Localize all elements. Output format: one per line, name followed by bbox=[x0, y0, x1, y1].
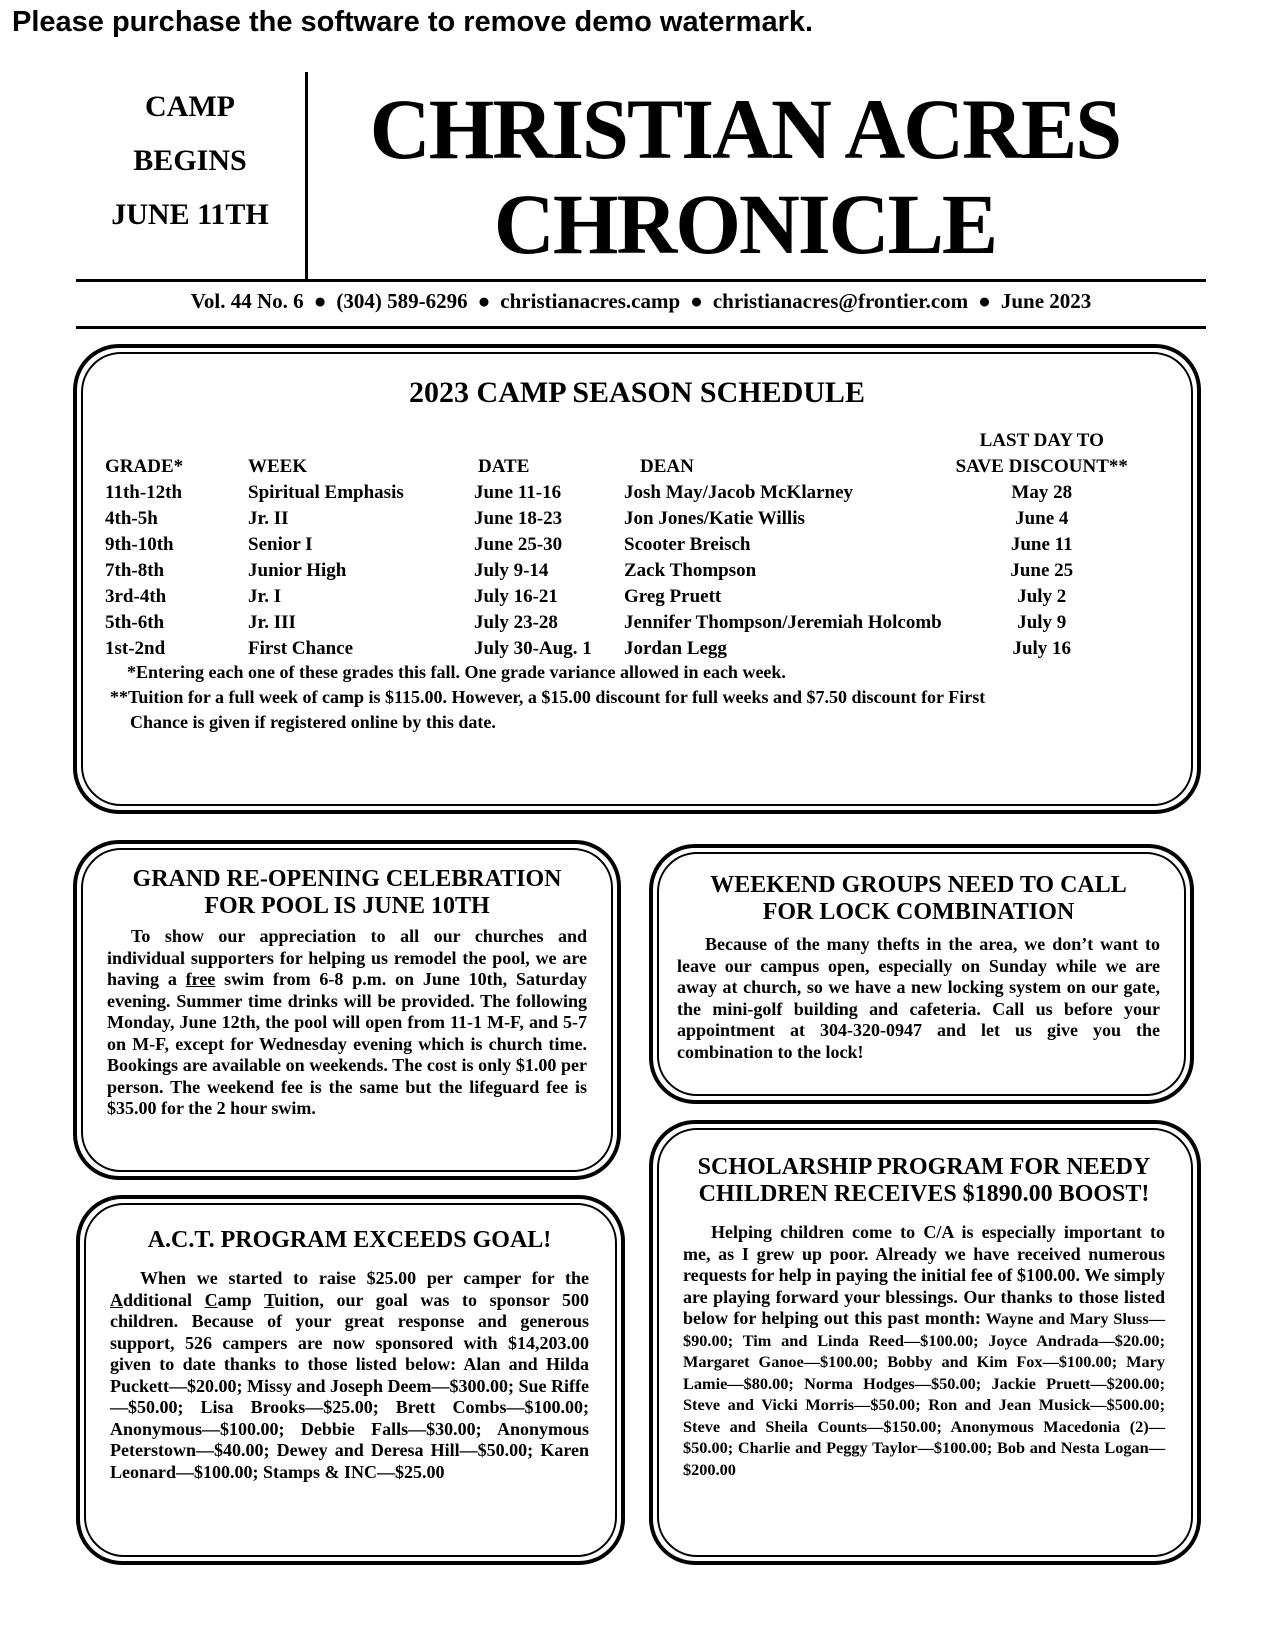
table-row bbox=[105, 478, 1142, 504]
row-grade: 5th-6th bbox=[105, 612, 165, 633]
tuition-footnote-cont: Chance is given if registered online by this date. bbox=[130, 712, 496, 732]
scholarship-donors: Wayne and Mary Sluss—$90.00; Tim and Linda Reed—$100.00; Joyce Andrada—$20.00; Margaret Ganoe—$100.00; Bobby and Kim Fox—$100.00; Mary Lamie—$80.00; Norma Hodges—$50.00; Jackie Pruett—$200.00; Steve and Vicki Morris—$50.00; Ron and Jean Musick—$500.00; Steve and Sheila Counts—$150.00; Anonymous Macedonia (2)—$50.00; Charlie and Peggy Taylor—$100.00; Bob and Nesta Logan—$200.00 bbox=[683, 1309, 1165, 1479]
row-grade: 3rd-4th bbox=[105, 586, 167, 607]
row-dean: Jennifer Thompson/Jeremiah Holcomb bbox=[624, 612, 942, 633]
weekend-headline-2: FOR LOCK COMBINATION bbox=[762, 899, 1075, 925]
row-week: Jr. II bbox=[248, 508, 289, 529]
header-last-day-top: LAST DAY TO bbox=[979, 430, 1104, 451]
row-week: Spiritual Emphasis bbox=[248, 482, 404, 503]
scholarship-body bbox=[683, 1222, 1165, 1480]
volume-number: Vol. 44 No. 6 bbox=[190, 289, 304, 313]
pool-text-b: swim from 6-8 p.m. on June 10th, Saturday evening. Summer time drinks will be provided. The following Monday, June 12th, the pool will open from 11-1 M-F, and 5-7 on M-F, except for Wednesday evening which is church time. Bookings are available on weekends. The cost is only $1.00 per person. The weekend fee is the same but the lifeguard fee is $35.00 for the 2 hour swim. bbox=[107, 969, 587, 1118]
banner-divider bbox=[305, 72, 308, 280]
pool-article-box bbox=[73, 840, 621, 1180]
banner-line-2: BEGINS bbox=[133, 144, 247, 177]
schedule-title: 2023 CAMP SEASON SCHEDULE bbox=[409, 376, 865, 409]
row-grade: 9th-10th bbox=[105, 534, 174, 555]
row-date: July 9-14 bbox=[474, 560, 549, 581]
table-row bbox=[105, 556, 1142, 582]
row-last-day: July 2 bbox=[1017, 586, 1067, 607]
act-letter-a: A bbox=[110, 1289, 123, 1310]
row-grade: 4th-5h bbox=[105, 508, 158, 529]
pool-headline-1: GRAND RE-OPENING CELEBRATION bbox=[132, 866, 562, 892]
row-date: June 11-16 bbox=[474, 482, 562, 503]
scholarship-article bbox=[683, 1154, 1165, 1480]
row-last-day: June 11 bbox=[1010, 534, 1073, 555]
act-article-box bbox=[76, 1195, 625, 1565]
row-last-day: July 9 bbox=[1017, 612, 1067, 633]
header-last-day-bottom: SAVE DISCOUNT** bbox=[955, 456, 1128, 477]
masthead-line-1: CHRISTIAN ACRES bbox=[369, 81, 1121, 177]
email-address: christianacres@frontier.com bbox=[712, 289, 969, 313]
row-grade: 7th-8th bbox=[105, 560, 165, 581]
scholarship-headline-2: CHILDREN RECEIVES $1890.00 BOOST! bbox=[698, 1181, 1150, 1207]
act-text-b: , our goal was to sponsor 500 children. Because of your great response and generous support, 526 campers are now sponsored with $14,203.00 given to date thanks to those listed below: Alan and Hilda Puckett—$20.00; Missy and Joseph Deem—$300.00; Sue Riffe—$50.00; Lisa Brooks—$25.00; Brett Combs—$100.00; Anonymous—$100.00; Debbie Falls—$30.00; Anonymous Peterstown—$40.00; Dewey and Deresa Hill—$50.00; Karen Leonard—$100.00; Stamps & INC—$25.00 bbox=[110, 1289, 589, 1482]
demo-watermark: Please purchase the software to remove demo watermark. bbox=[12, 6, 814, 38]
tuition-footnote: **Tuition for a full week of camp is $115.00. However, a $15.00 discount for full weeks and $7.50 discount for First bbox=[110, 687, 986, 707]
camp-schedule-box bbox=[73, 344, 1201, 814]
schedule-table bbox=[105, 426, 1142, 660]
act-article bbox=[110, 1227, 589, 1483]
row-week: Junior High bbox=[248, 560, 347, 581]
act-text-a: When we started to raise $25.00 per camper for the bbox=[140, 1268, 589, 1288]
row-week: Jr. I bbox=[248, 586, 282, 607]
pool-text-a: To show our appreciation to all our churches and individual supporters for helping us remodel the pool, we are having a bbox=[107, 926, 587, 989]
pool-body bbox=[107, 926, 587, 1120]
row-date: June 18-23 bbox=[474, 508, 563, 529]
row-date: July 30-Aug. 1 bbox=[474, 638, 592, 659]
masthead-line-2: CHRONICLE bbox=[493, 176, 997, 272]
banner-line-1: CAMP bbox=[145, 90, 235, 123]
act-word-a: dditional bbox=[123, 1289, 205, 1310]
row-last-day: July 16 bbox=[1012, 638, 1072, 659]
row-last-day: May 28 bbox=[1011, 482, 1073, 503]
row-grade: 1st-2nd bbox=[105, 638, 166, 659]
scholarship-headline-1: SCHOLARSHIP PROGRAM FOR NEEDY bbox=[697, 1154, 1151, 1180]
pool-article bbox=[107, 866, 587, 1120]
act-word-t: uition bbox=[274, 1289, 320, 1310]
row-dean: Greg Pruett bbox=[624, 586, 722, 607]
row-dean: Jordan Legg bbox=[624, 638, 727, 659]
row-week: Jr. III bbox=[248, 612, 296, 633]
row-date: July 16-21 bbox=[474, 586, 558, 607]
weekend-article bbox=[677, 872, 1160, 1063]
row-dean: Josh May/Jacob McKlarney bbox=[624, 482, 854, 503]
phone-number: (304) 589-6296 bbox=[336, 289, 468, 313]
row-date: July 23-28 bbox=[474, 612, 558, 633]
row-week: First Chance bbox=[248, 638, 354, 659]
header-week: WEEK bbox=[248, 456, 308, 477]
issue-date: June 2023 bbox=[1000, 289, 1092, 313]
row-dean: Jon Jones/Katie Willis bbox=[624, 508, 805, 529]
newsletter-masthead bbox=[329, 82, 1162, 272]
row-grade: 11th-12th bbox=[105, 482, 183, 503]
row-last-day: June 25 bbox=[1010, 560, 1074, 581]
banner-line-3: JUNE 11TH bbox=[111, 198, 269, 231]
act-word-c: amp bbox=[217, 1289, 264, 1310]
scholarship-text: Helping children come to C/A is especially important to me, as I grew up poor. Already we have received numerous requests for help in paying the initial fee of $100.00. We simply are playing forward your blessings. Our thanks to those listed below for helping out this past month: bbox=[683, 1222, 1165, 1328]
table-row bbox=[105, 634, 1142, 660]
header-date: DATE bbox=[478, 456, 530, 477]
weekend-headline-1: WEEKEND GROUPS NEED TO CALL bbox=[710, 872, 1127, 898]
row-week: Senior I bbox=[248, 534, 313, 555]
weekend-body: Because of the many thefts in the area, we don’t want to leave our campus open, especially on Sunday while we are away at church, so we have a new locking system on our gate, the mini-golf building and cafeteria. Call us before your appointment at 304-320-0947 and let us give you the combination to the lock! bbox=[677, 934, 1160, 1062]
row-date: June 25-30 bbox=[474, 534, 563, 555]
pool-headline-2: FOR POOL IS JUNE 10TH bbox=[204, 893, 490, 919]
row-dean: Zack Thompson bbox=[624, 560, 757, 581]
camp-begins-banner bbox=[80, 80, 300, 242]
schedule-header-row bbox=[105, 452, 1142, 478]
header-grade: GRADE* bbox=[105, 456, 184, 477]
weekend-article-box bbox=[649, 844, 1194, 1104]
publication-info-line: Vol. 44 No. 6 ● (304) 589-6296 ● christianacres.camp ● christianacres@frontier.com ● June 2023 bbox=[190, 289, 1092, 313]
act-headline: A.C.T. PROGRAM EXCEEDS GOAL! bbox=[147, 1227, 552, 1253]
header-rule-bottom bbox=[76, 326, 1206, 329]
table-row bbox=[105, 608, 1142, 634]
row-dean: Scooter Breisch bbox=[624, 534, 751, 555]
header-rule-top bbox=[76, 279, 1206, 282]
table-row bbox=[105, 530, 1142, 556]
header-dean: DEAN bbox=[640, 456, 694, 477]
act-body bbox=[110, 1268, 589, 1483]
row-last-day: June 4 bbox=[1015, 508, 1069, 529]
table-row bbox=[105, 582, 1142, 608]
pool-text-free: free bbox=[185, 969, 216, 989]
website: christianacres.camp bbox=[500, 289, 681, 313]
act-letter-c: C bbox=[204, 1289, 218, 1310]
grade-footnote: *Entering each one of these grades this fall. One grade variance allowed in each week. bbox=[127, 662, 786, 682]
act-letter-t: T bbox=[263, 1289, 275, 1310]
table-row bbox=[105, 504, 1142, 530]
scholarship-article-box bbox=[649, 1120, 1201, 1565]
